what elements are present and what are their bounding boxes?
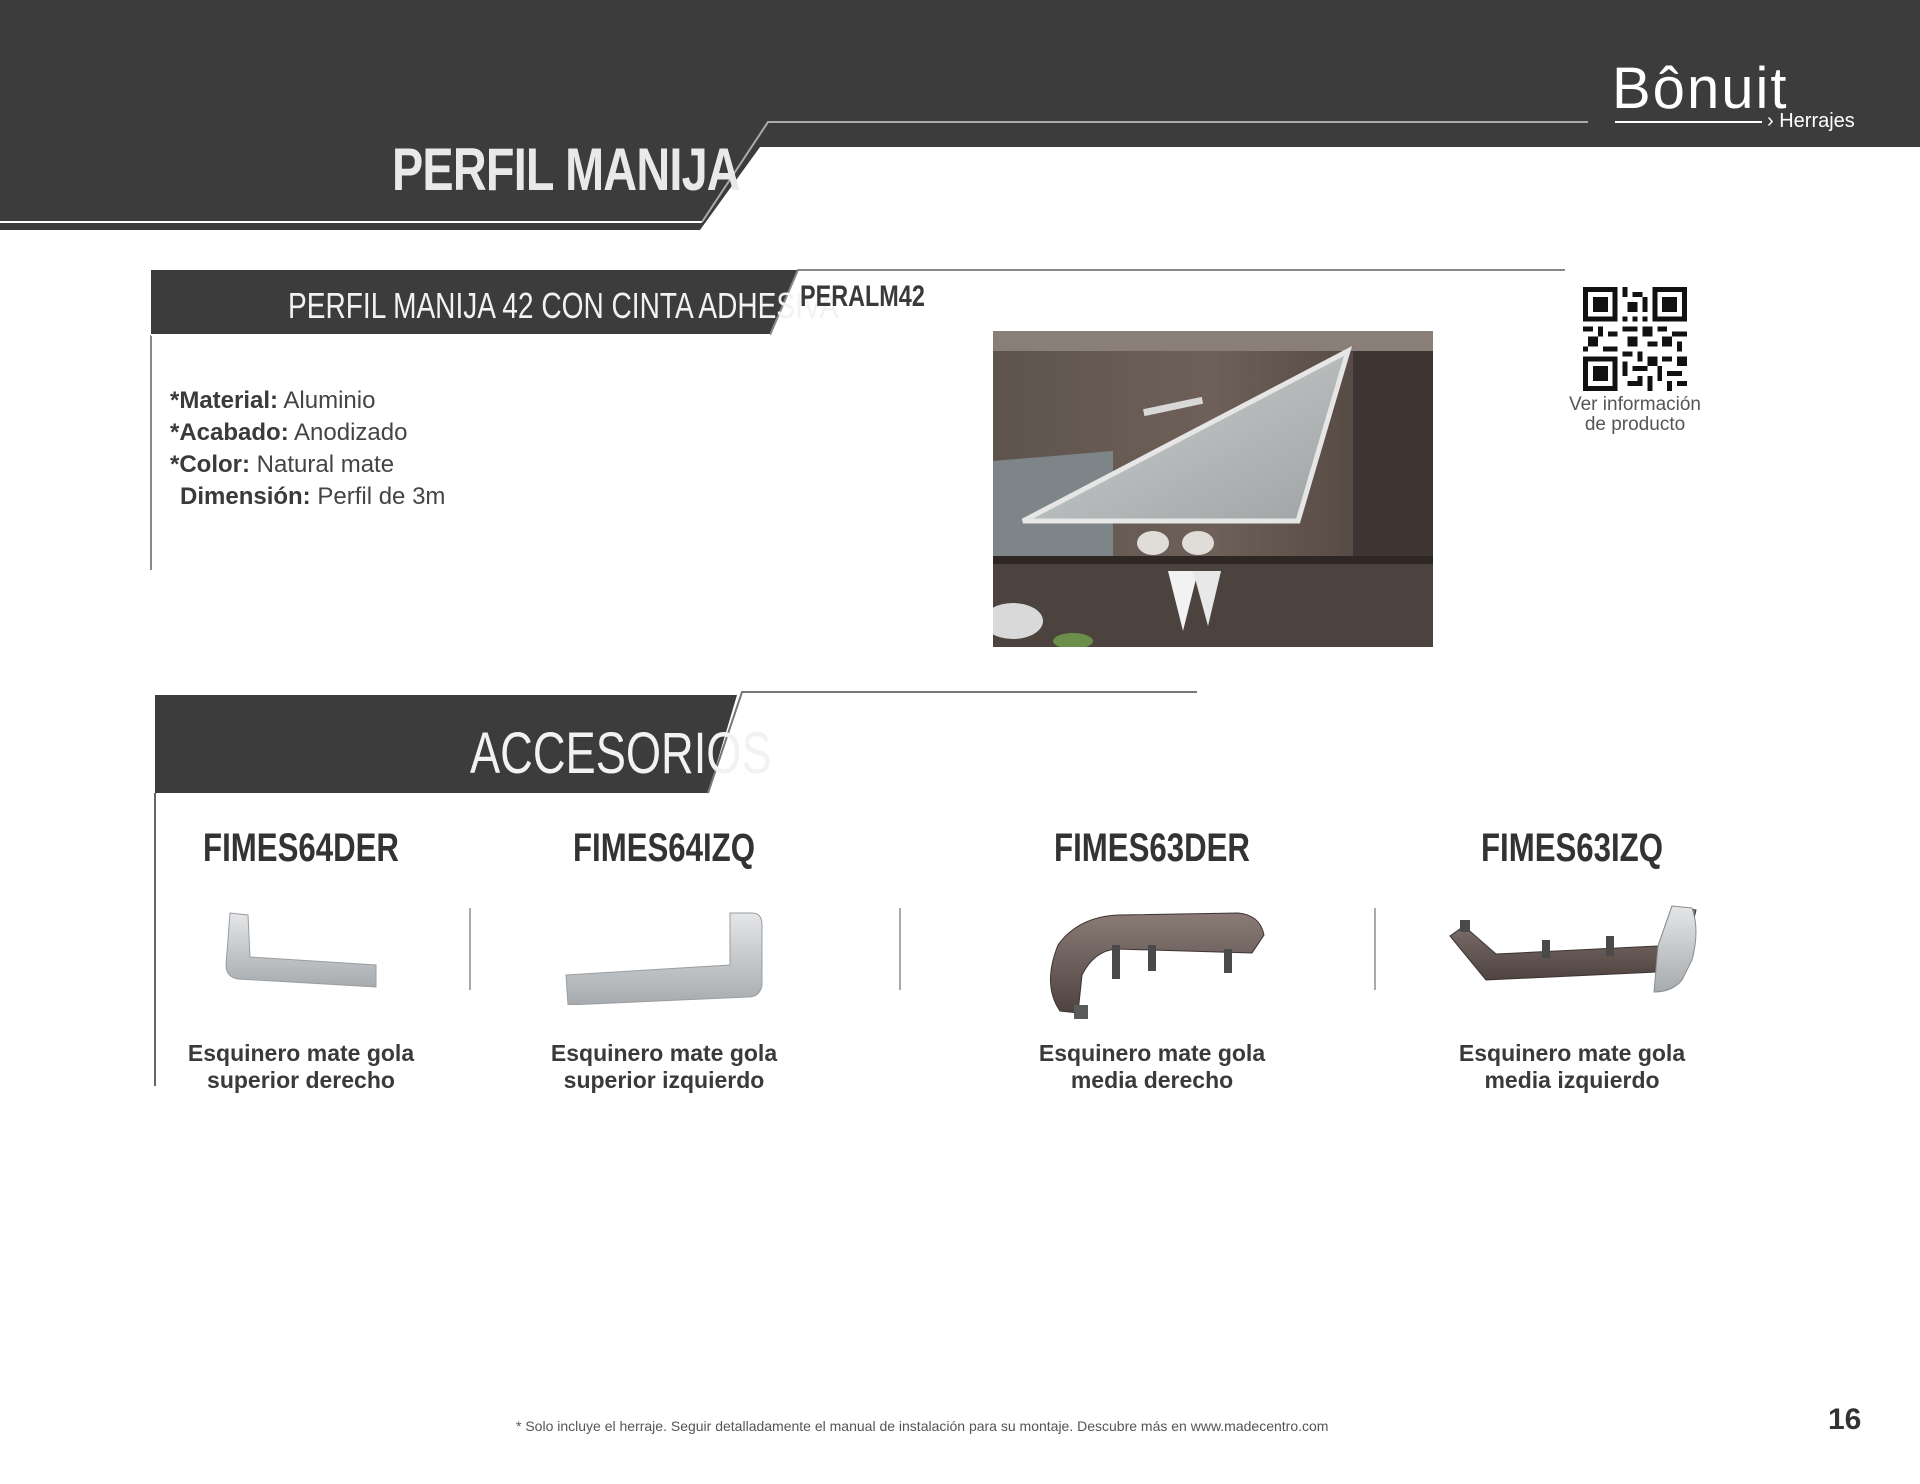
product-title: PERFIL MANIJA 42 CON CINTA ADHESIVA <box>288 285 839 326</box>
silver-corner-piece-left-icon <box>562 905 772 1005</box>
spec-acabado: *Acabado: Anodizado <box>170 419 408 446</box>
kitchen-cabinet-photo <box>993 331 1433 647</box>
accessory-desc-fimes63izq: Esquinero mate gola media izquierdo <box>1458 1040 1686 1093</box>
product-code: PERALM42 <box>800 280 925 313</box>
accessory-code: FIMES64IZQ <box>572 826 756 870</box>
silver-corner-piece-right-icon <box>218 905 388 995</box>
accessory-code: FIMES63IZQ <box>1480 826 1664 870</box>
divider <box>469 908 471 990</box>
brand-logo: Bônuit <box>1612 56 1789 121</box>
accessory-item-fimes64izq <box>494 826 834 871</box>
accessory-desc-fimes63der: Esquinero mate gola media derecho <box>1038 1040 1266 1093</box>
spec-material: *Material: Aluminio <box>170 387 376 414</box>
page-title: PERFIL MANIJA <box>392 136 740 203</box>
footnote: * Solo incluye el herraje. Seguir detalladamente el manual de instalación para su montaje. Descubre más en www.madecentro.com <box>516 1418 1329 1434</box>
accessory-code: FIMES64DER <box>203 826 399 870</box>
accessory-code: FIMES63DER <box>1054 826 1250 870</box>
accessory-desc-fimes64der: Esquinero mate gola superior derecho <box>187 1040 415 1093</box>
brown-corner-piece-left-icon <box>1446 900 1702 1010</box>
qr-caption: Ver información de producto <box>1568 394 1701 435</box>
spec-color: *Color: Natural mate <box>170 451 395 478</box>
divider <box>1374 908 1376 990</box>
accessory-item-fimes63der <box>982 826 1322 871</box>
brand-subtitle: › Herrajes <box>1767 110 1855 132</box>
product-specs <box>170 385 445 513</box>
accessory-item-fimes64der <box>131 826 471 871</box>
page-number: 16 <box>1828 1403 1862 1436</box>
accessory-desc-fimes64izq: Esquinero mate gola superior izquierdo <box>550 1040 778 1093</box>
spec-dimension: Dimensión: Perfil de 3m <box>180 483 446 510</box>
accesorios-title: ACCESORIOS <box>470 721 772 786</box>
brown-corner-piece-right-icon <box>1038 905 1270 1025</box>
accessory-item-fimes63izq <box>1402 826 1742 871</box>
divider <box>899 908 901 990</box>
qr-code-icon[interactable] <box>1583 287 1687 391</box>
